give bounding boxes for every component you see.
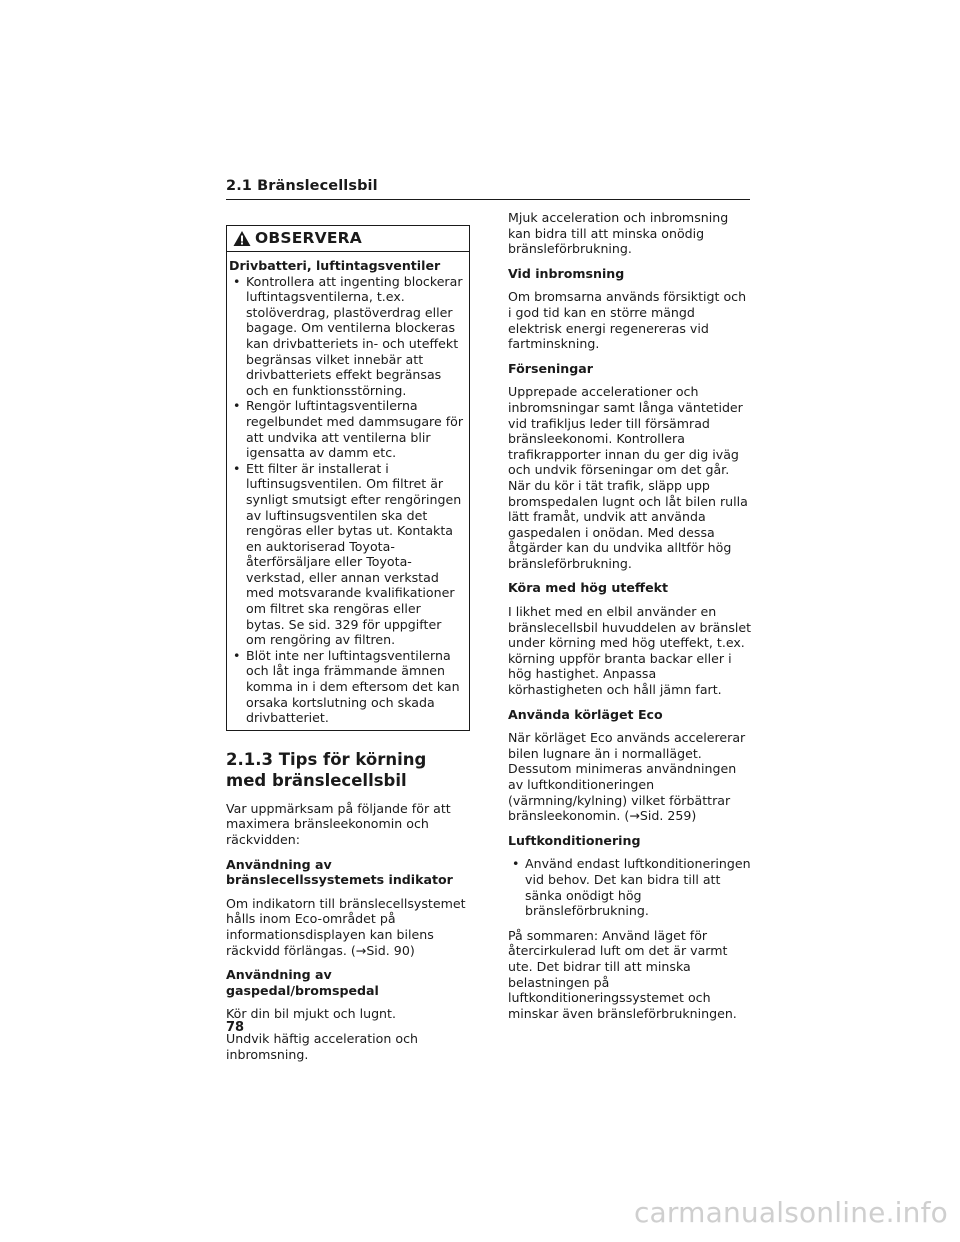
subheading-braking: Vid inbromsning <box>508 265 625 281</box>
list-item: • Rengör luftintagsventilerna regelbundet med dammsugare för att undvika att ventilerna blir igensatta av damm etc. <box>229 398 463 460</box>
paragraph-high-output: I likhet med en elbil använder en bränslecellsbil huvuddelen av bränslet under körning med hög uteffekt, t.ex. körning uppför branta backar eller i hög hastighet. Anpassa körhastigheten och håll jämn fart. <box>508 604 752 698</box>
notice-body <box>227 252 469 726</box>
paragraph-drive-smooth: Kör din bil mjukt och lugnt. <box>226 1006 396 1022</box>
subheading-eco-mode: Använda körläget Eco <box>508 706 663 722</box>
paragraph-indicator: Om indikatorn till bränslecellsystemet hålls inom Eco-området på informationsdisplayen kan bilens räckvidd förlängas. (→Sid. 90) <box>226 895 466 958</box>
paragraph-avoid-harsh: Undvik häftig acceleration och inbromsning. <box>226 1030 418 1062</box>
subheading-air-conditioning: Luftkonditionering <box>508 832 641 848</box>
list-item: • Använd endast luftkonditioneringen vid behov. Det kan bidra till att sänka onödigt hög bränsleförbrukning. <box>508 856 752 918</box>
paragraph-delays: Upprepade accelerationer och inbromsningar samt långa väntetider vid trafikljus leder till försämrad bränsleekonomi. Kontrollera trafikrapporter innan du ger dig iväg och undvik förseningar om det går. När du kör i tät trafik, släpp upp bromspedalen lugnt och låt bilen rulla lätt framåt, undvik att använda gaspedalen i onödan. Med dessa åtgärder kan du undvika alltför hög bränsleförbrukning. <box>508 384 748 571</box>
subheading-delays: Förseningar <box>508 360 593 376</box>
notice-subtitle: Drivbatteri, luftintagsventiler <box>229 258 441 273</box>
ac-bullet-list <box>508 856 752 918</box>
notice-title: OBSERVERA <box>255 228 362 247</box>
paragraph-smooth-accel: Mjuk acceleration och inbromsning kan bidra till att minska onödig bränsleförbrukning. <box>508 210 729 257</box>
page-header <box>226 178 750 200</box>
section-heading: 2.1.3 Tips för körning med bränslecellsbil <box>226 749 427 790</box>
paragraph-summer: På sommaren: Använd läget för återcirkulerad luft om det är varmt ute. Det bidrar till att minska belastningen på luftkonditioneringssystemet och minskar även bränsleförbrukningen. <box>508 927 737 1021</box>
list-item: • Kontrollera att ingenting blockerar luftintagsventilerna, t.ex. stolöverdrag, plastöverdrag eller bagage. Om ventilerna blockeras kan drivbatteriets in- och uteffekt begränsas vilket innebär att drivbatteriets effekt begränsas och en funktionsstörning. <box>229 274 463 399</box>
paragraph-eco-mode: När körläget Eco används accelererar bilen lugnare än i normalläget. Dessutom minimeras användningen av luftkonditioneringen (värmning/kylning) vilket förbättrar bränsleekonomin. (→Sid. 259) <box>508 730 746 824</box>
subheading-indicator: Användning av bränslecellssystemets indikator <box>226 856 453 888</box>
notice-box <box>226 225 470 731</box>
paragraph-braking: Om bromsarna används försiktigt och i god tid kan en större mängd elektrisk energi regenereras vid fartminskning. <box>508 289 747 352</box>
warning-icon <box>233 230 251 247</box>
subheading-high-output: Köra med hög uteffekt <box>508 580 669 596</box>
list-item: • Ett filter är installerat i luftinsugsventilen. Om filtret är synligt smutsigt efter rengöringen av luftinsugsventilen ska det rengöras eller bytas ut. Kontakta en auktoriserad Toyota-återförsäljare eller Toyota-verkstad, eller annan verkstad med motsvarande kvalifikationer om filtret ska rengöras eller bytas. Se sid. 329 för uppgifter om rengöring av filtren. <box>229 461 463 648</box>
left-column <box>226 210 470 1071</box>
section-title: 2.1 Bränslecellsbil <box>226 178 378 194</box>
subheading-pedals: Användning av gaspedal/bromspedal <box>226 967 379 998</box>
right-column <box>508 210 752 1030</box>
notice-bullet-list <box>229 274 463 726</box>
list-item: • Blöt inte ner luftintagsventilerna och låt inga främmande ämnen komma in i dem eftersom det kan orsaka kortslutning och skada drivbatteriet. <box>229 648 463 726</box>
page-number: 78 <box>226 1020 245 1035</box>
section-intro: Var uppmärksam på följande för att maximera bränsleekonomin och räckvidden: <box>226 800 451 847</box>
notice-header <box>227 226 469 252</box>
watermark: carmanualsonline.info <box>633 1196 948 1229</box>
